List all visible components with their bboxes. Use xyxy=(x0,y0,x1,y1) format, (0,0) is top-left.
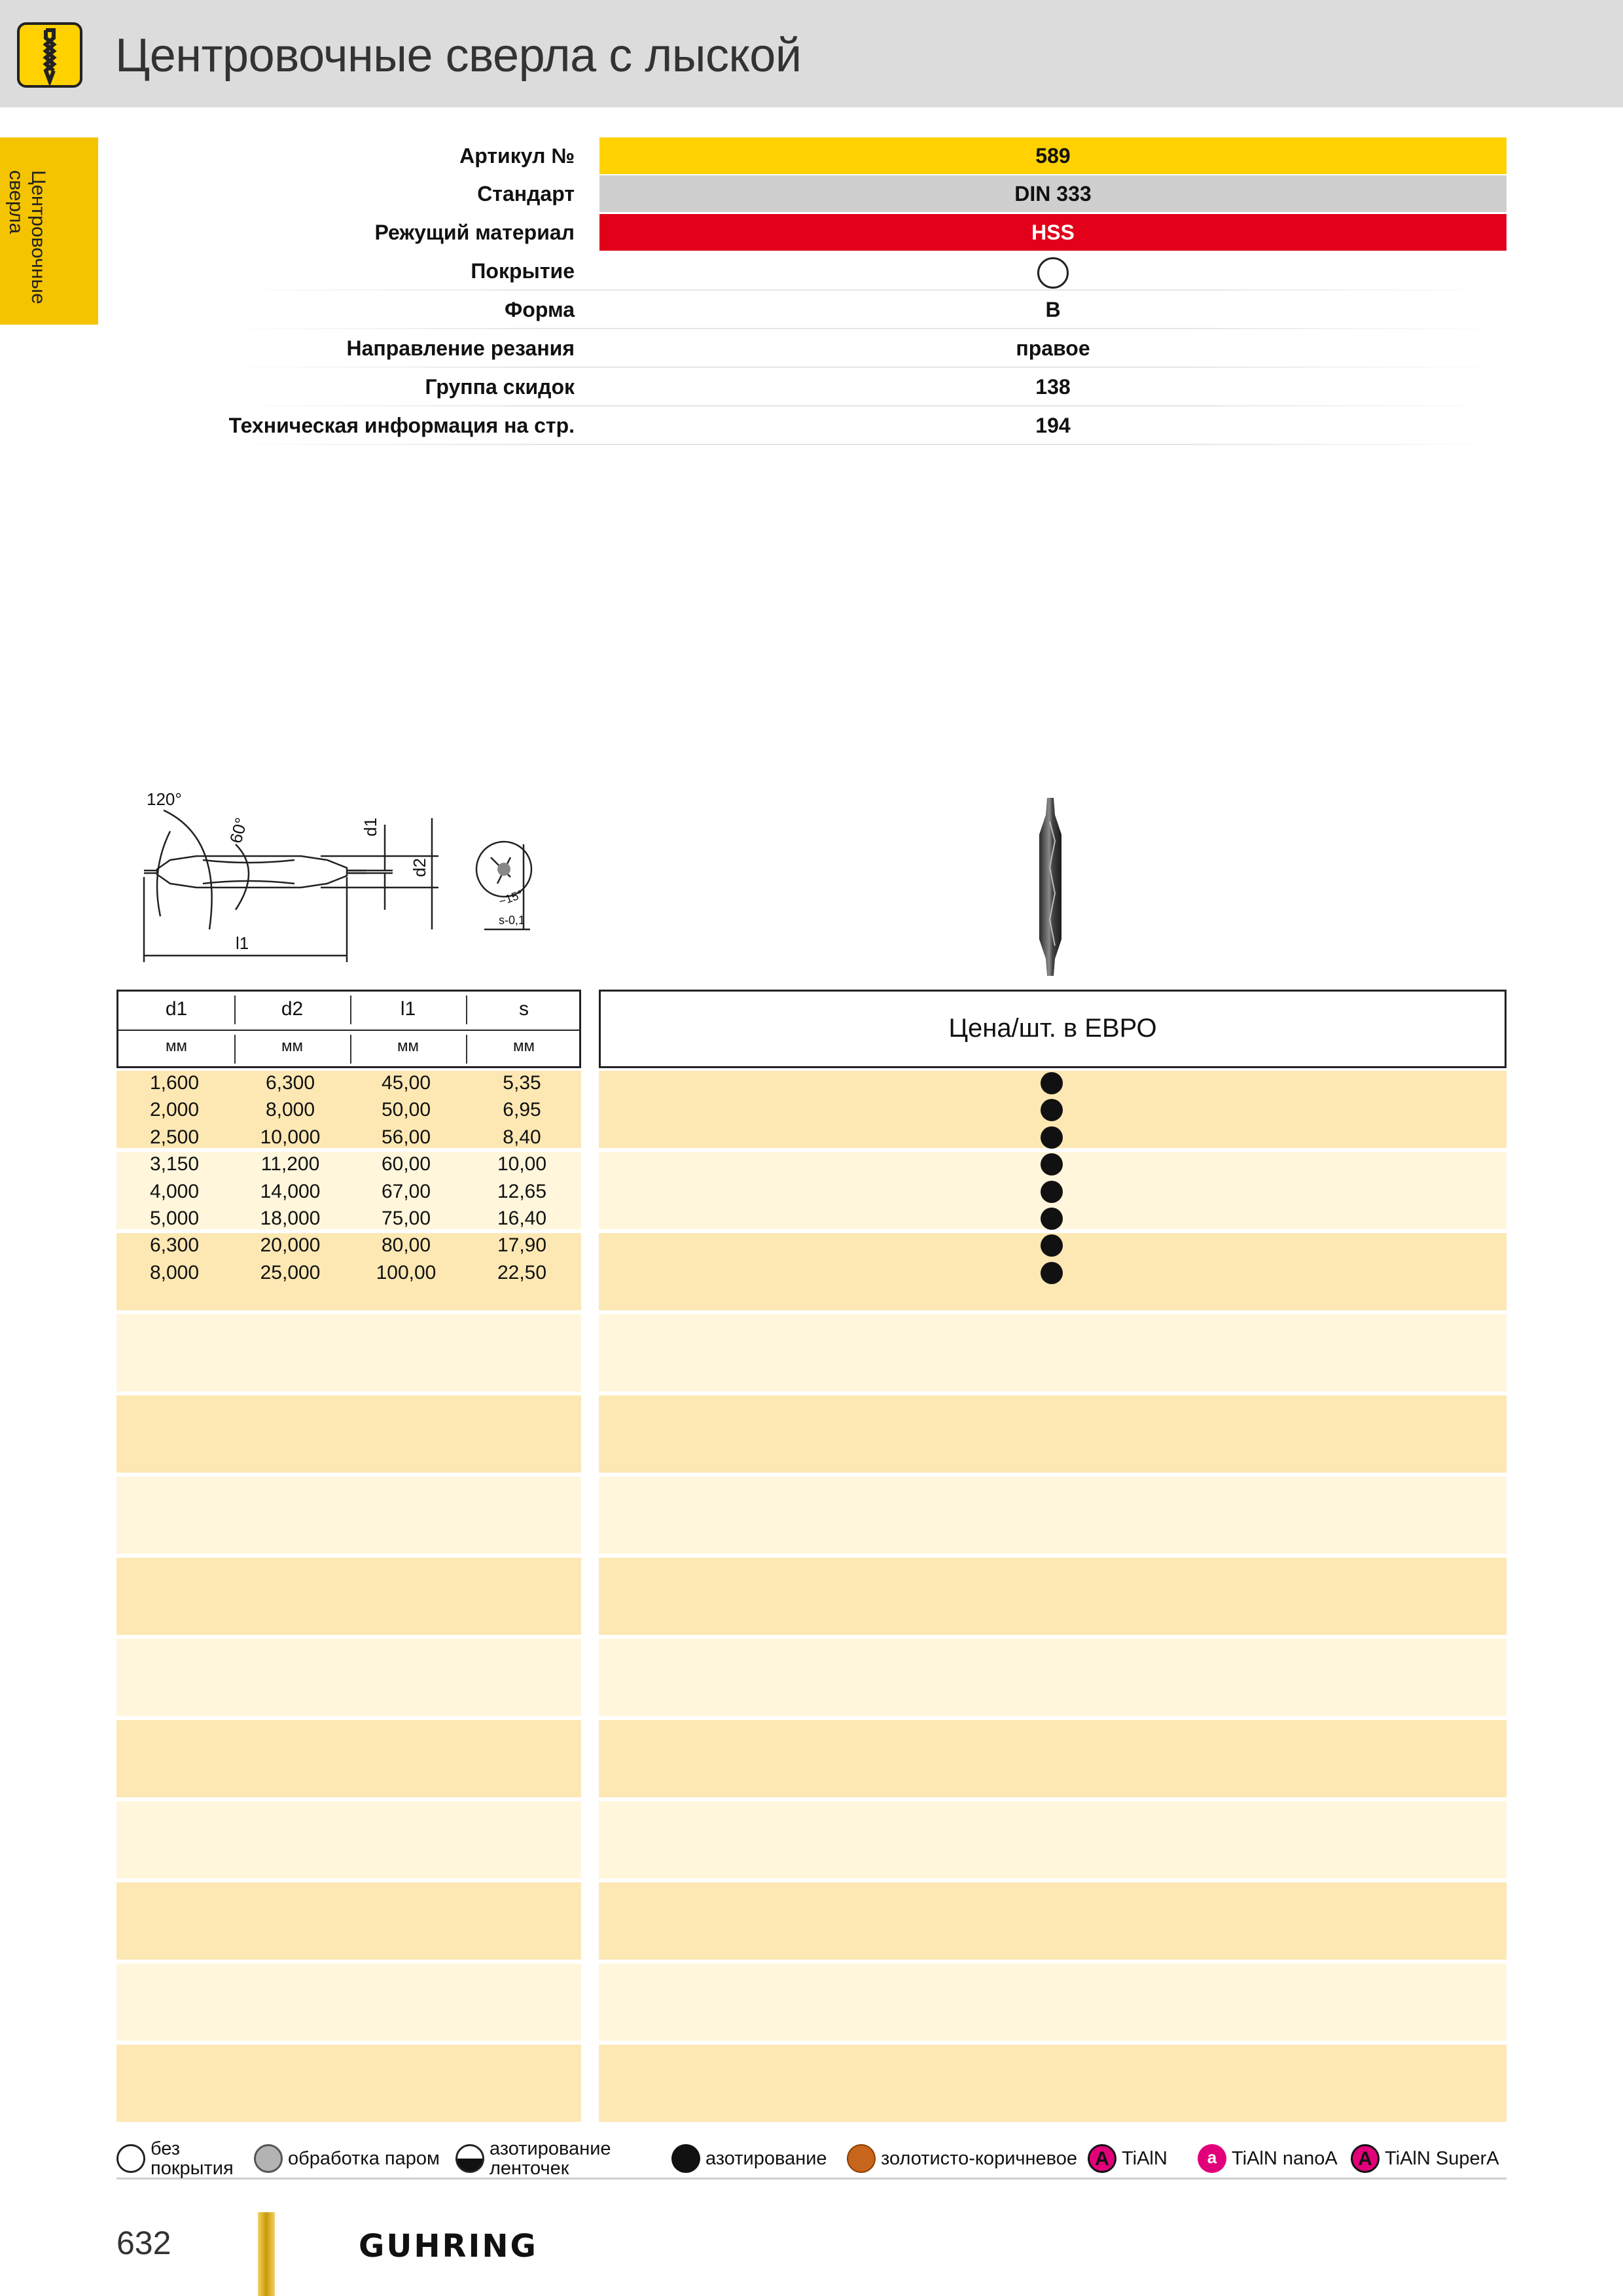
table-band xyxy=(599,1720,1507,1797)
table-band xyxy=(116,1801,581,1878)
table-band xyxy=(116,1477,581,1554)
spec-label: Режущий материал xyxy=(374,221,575,244)
legend-label: золотисто-коричневое xyxy=(881,2148,1077,2169)
spec-row-coating xyxy=(116,253,1507,291)
tialn-nanoa-icon: a xyxy=(1198,2144,1226,2173)
table-band xyxy=(599,1558,1507,1635)
table-band xyxy=(599,1395,1507,1473)
table-cell-l1: 67,00 xyxy=(381,1180,431,1202)
table-cell-d1: 1,600 xyxy=(149,1072,200,1094)
table-row xyxy=(116,1178,581,1205)
spec-value: 194 xyxy=(1035,414,1071,437)
page-header xyxy=(0,0,1623,107)
table-cell-s: 16,40 xyxy=(497,1208,547,1229)
filled-dot-icon xyxy=(1041,1181,1063,1203)
spec-row-form xyxy=(116,291,1507,329)
row-divider xyxy=(221,444,1507,445)
legend-label: без покрытия xyxy=(151,2138,234,2179)
table-row xyxy=(116,1232,581,1259)
legend-label: обработка паром xyxy=(288,2148,440,2169)
table-cell-l1: 100,00 xyxy=(376,1261,437,1283)
spec-label: Направление резания xyxy=(346,336,575,360)
table-cell-d2: 18,000 xyxy=(260,1208,321,1229)
legend-label: TiAlN xyxy=(1122,2148,1168,2169)
table-row xyxy=(116,1069,581,1096)
col-unit-d2: мм xyxy=(281,1037,303,1055)
table-cell-s: 22,50 xyxy=(497,1261,547,1283)
dimension-table-header xyxy=(116,990,581,1068)
spec-value: B xyxy=(1045,298,1061,321)
spec-value: правое xyxy=(1016,336,1090,360)
table-row xyxy=(116,1151,581,1177)
table-cell-s: 10,00 xyxy=(497,1153,547,1175)
column-divider xyxy=(234,996,236,1024)
col-header-d1: d1 xyxy=(165,998,188,1020)
gold-brown-icon xyxy=(847,2144,876,2173)
tialn-supera-icon: A xyxy=(1351,2144,1380,2173)
table-band xyxy=(599,1964,1507,2041)
table-cell-l1: 60,00 xyxy=(381,1153,431,1175)
tialn-icon: A xyxy=(1088,2144,1116,2173)
table-band xyxy=(116,1639,581,1716)
spec-row-direction xyxy=(116,330,1507,368)
steam-treated-icon xyxy=(254,2144,283,2173)
table-band xyxy=(116,1882,581,1960)
row-divider xyxy=(221,405,1507,406)
table-cell-s: 17,90 xyxy=(497,1234,547,1257)
footer-accent-bar xyxy=(258,2212,275,2296)
table-row xyxy=(116,1259,581,1286)
angle-120-label: 120° xyxy=(147,789,182,809)
column-divider xyxy=(466,996,467,1024)
legend-tialn-nanoa xyxy=(1198,2138,1338,2179)
legend-label: TiAlN SuperA xyxy=(1385,2148,1499,2169)
table-cell-d1: 2,000 xyxy=(149,1099,200,1121)
uncoated-circle-icon xyxy=(1037,257,1069,289)
spec-row-standard xyxy=(116,175,1507,213)
table-band xyxy=(599,1801,1507,1878)
legend-steam xyxy=(254,2138,440,2179)
spec-value: 138 xyxy=(1035,375,1071,399)
table-cell-d2: 10,000 xyxy=(260,1126,321,1148)
s-tolerance-label: s-0,1 xyxy=(499,914,526,927)
table-cell-l1: 56,00 xyxy=(381,1126,431,1148)
legend-land-nitrided xyxy=(455,2138,611,2179)
row-divider xyxy=(221,289,1507,291)
spec-value: DIN 333 xyxy=(599,175,1507,212)
spec-label: Техническая информация на стр. xyxy=(228,414,575,437)
section-tab-label: Центровочные сверла xyxy=(5,170,49,304)
spec-label: Покрытие xyxy=(471,259,575,283)
product-photo xyxy=(1021,795,1080,978)
table-cell-d2: 25,000 xyxy=(260,1261,321,1283)
legend-nitrided xyxy=(671,2138,827,2179)
col-unit-l1: мм xyxy=(397,1037,419,1055)
angle-15-label: ~15° xyxy=(497,888,525,908)
column-divider xyxy=(466,1035,467,1064)
column-divider xyxy=(350,1035,351,1064)
col-header-l1: l1 xyxy=(400,998,416,1020)
table-band xyxy=(599,1882,1507,1960)
legend-label: азотирование ленточек xyxy=(490,2138,611,2179)
filled-dot-icon xyxy=(1041,1072,1063,1094)
table-cell-d2: 11,200 xyxy=(260,1153,320,1175)
table-band xyxy=(599,1477,1507,1554)
filled-dot-icon xyxy=(1041,1208,1063,1230)
legend-gold-brown xyxy=(847,2138,1077,2179)
table-band xyxy=(599,1314,1507,1391)
table-band xyxy=(116,1314,581,1391)
table-cell-d1: 4,000 xyxy=(149,1180,200,1202)
filled-dot-icon xyxy=(1041,1153,1063,1175)
table-cell-d2: 6,300 xyxy=(265,1072,315,1094)
spec-row-article xyxy=(116,137,1507,175)
col-header-d2: d2 xyxy=(281,998,304,1020)
legend-tialn-supera xyxy=(1351,2138,1499,2179)
table-cell-d1: 6,300 xyxy=(149,1234,200,1257)
table-band xyxy=(116,1558,581,1635)
brand-logo: GUHRING xyxy=(359,2228,538,2265)
header-divider xyxy=(118,1030,579,1031)
spec-value: 589 xyxy=(599,137,1507,174)
spec-label: Стандарт xyxy=(477,182,575,206)
table-cell-l1: 80,00 xyxy=(381,1234,431,1257)
page-title: Центровочные сверла с лыской xyxy=(115,29,802,82)
col-header-s: s xyxy=(519,998,529,1020)
table-band xyxy=(599,2045,1507,2122)
price-column-header: Цена/шт. в ЕВРО xyxy=(599,990,1507,1068)
spec-label: Артикул № xyxy=(459,144,575,168)
col-unit-s: мм xyxy=(513,1037,535,1055)
l1-label: l1 xyxy=(236,933,249,953)
spec-value xyxy=(599,253,1507,289)
d2-label: d2 xyxy=(410,858,429,877)
table-cell-s: 12,65 xyxy=(497,1180,547,1202)
table-cell-d1: 8,000 xyxy=(149,1261,200,1283)
land-nitrided-icon xyxy=(455,2144,484,2173)
table-row xyxy=(116,1124,581,1151)
table-cell-s: 6,95 xyxy=(503,1099,541,1121)
table-cell-s: 5,35 xyxy=(503,1072,541,1094)
drill-icon xyxy=(17,22,82,88)
uncoated-icon xyxy=(116,2144,145,2173)
legend-uncoated xyxy=(116,2138,234,2179)
coating-legend xyxy=(116,2138,1507,2179)
spec-label: Группа скидок xyxy=(425,375,575,399)
d1-label: d1 xyxy=(361,817,380,836)
table-cell-d2: 8,000 xyxy=(265,1099,315,1121)
table-cell-l1: 45,00 xyxy=(381,1072,431,1094)
angle-60-label: 60° xyxy=(225,815,251,846)
spec-row-material xyxy=(116,214,1507,252)
table-cell-s: 8,40 xyxy=(503,1126,541,1148)
page-number: 632 xyxy=(116,2225,171,2261)
spec-value: HSS xyxy=(599,214,1507,251)
legend-label: азотирование xyxy=(705,2148,827,2169)
table-cell-d1: 2,500 xyxy=(149,1126,200,1148)
table-cell-d1: 5,000 xyxy=(149,1208,200,1229)
spec-row-techinfo xyxy=(116,407,1507,445)
table-band xyxy=(116,1720,581,1797)
table-cell-l1: 75,00 xyxy=(381,1208,431,1229)
table-cell-d2: 14,000 xyxy=(260,1180,321,1202)
table-cell-d1: 3,150 xyxy=(149,1153,200,1175)
column-divider xyxy=(350,996,351,1024)
legend-tialn xyxy=(1088,2138,1168,2179)
table-band xyxy=(116,1964,581,2041)
table-row xyxy=(116,1096,581,1123)
table-row xyxy=(116,1205,581,1232)
spec-label: Форма xyxy=(504,298,575,321)
table-cell-d2: 20,000 xyxy=(260,1234,321,1257)
table-band xyxy=(116,2045,581,2122)
row-divider xyxy=(221,367,1507,368)
row-divider xyxy=(221,328,1507,329)
table-band xyxy=(116,1395,581,1473)
spec-row-discount xyxy=(116,368,1507,406)
column-divider xyxy=(234,1035,236,1064)
table-cell-l1: 50,00 xyxy=(381,1099,431,1121)
col-unit-d1: мм xyxy=(166,1037,187,1055)
table-band xyxy=(599,1639,1507,1716)
technical-drawing xyxy=(124,772,543,982)
nitrided-icon xyxy=(671,2144,700,2173)
legend-label: TiAlN nanoA xyxy=(1232,2148,1338,2169)
filled-dot-icon xyxy=(1041,1262,1063,1284)
filled-dot-icon xyxy=(1041,1126,1063,1149)
